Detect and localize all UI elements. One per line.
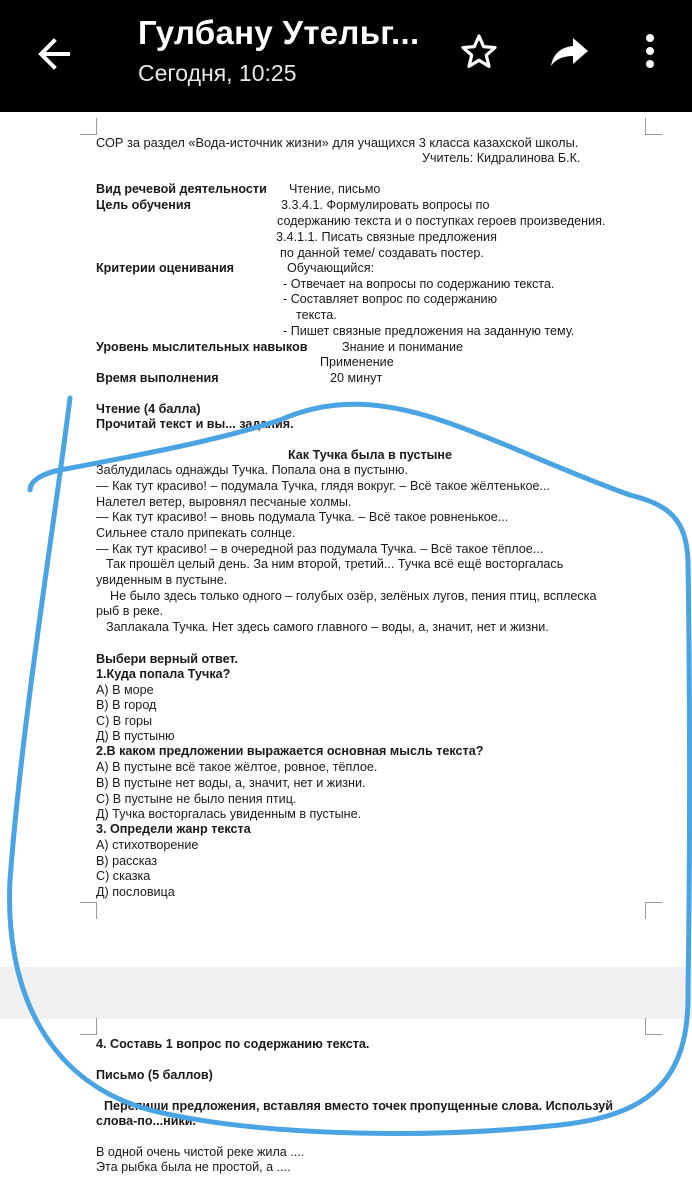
story-line: Не было здесь только одного – голубых озёр, зелёных лугов, пения птиц, всплеска <box>110 589 597 603</box>
writing-title: Письмо (5 баллов) <box>96 1068 213 1082</box>
goal-line: содержанию текста и о поступках героев произведения. <box>277 214 606 228</box>
goal-line: по данной теме/ создавать постер. <box>280 246 484 260</box>
message-timestamp: Сегодня, 10:25 <box>138 60 297 86</box>
rewrite-task: Перепиши предложения, вставляя вместо точек пропущенные слова. Используй <box>104 1099 614 1113</box>
thinking-level-value: Знание и понимание <box>342 340 464 354</box>
question-1: 1.Куда попала Тучка? <box>96 667 231 681</box>
story-title: Как Тучка была в пустыне <box>287 448 453 462</box>
story-line: Налетел ветер, выровнял песчаные холмы. <box>96 495 352 509</box>
criteria-line: Обучающийся: <box>287 261 375 275</box>
story-line: Так прошёл целый день. За ним второй, третий... Тучка всё ещё восторгалась <box>106 557 564 571</box>
story-line: увиденным в пустыне. <box>96 573 228 587</box>
q2-option: В) В пустыне нет воды, а, значит, нет и жизни. <box>96 776 366 790</box>
document-heading: СОР за раздел «Вода-источник жизни» для учащихся 3 класса казахской школы. <box>96 135 579 150</box>
story-line: — Как тут красиво! – подумала Тучка, глядя вокруг. – Всё такое жёлтенькое... <box>96 479 551 493</box>
criteria-line: текста. <box>296 308 337 322</box>
story-line: Сильнее стало припекать солнце. <box>96 526 296 540</box>
speech-activity-value: Чтение, письмо <box>289 182 381 196</box>
conversation-title: Гулбану Утельг... <box>138 14 420 51</box>
question-2: 2.В каком предложении выражается основная мысль текста? <box>96 744 484 758</box>
choose-title: Выбери верный ответ. <box>96 652 238 666</box>
time-value: 20 минут <box>330 371 383 385</box>
q1-option: Д) В пустыню <box>96 729 175 743</box>
forward-icon[interactable] <box>545 28 593 76</box>
page-corner-mark <box>645 902 662 919</box>
rewrite-task: слова-по...ники. <box>96 1114 196 1128</box>
page-corner-mark <box>645 118 662 135</box>
criteria-label: Критерии оценивания <box>96 261 235 275</box>
exercise-line: В одной очень чистой реке жила .... <box>96 1145 305 1159</box>
q1-option: В) В город <box>96 698 157 712</box>
more-options-icon[interactable] <box>626 26 674 78</box>
story-line: Заблудилась однажды Тучка. Попала она в пустыню. <box>96 463 408 477</box>
speech-activity-label: Вид речевой деятельности <box>96 182 267 196</box>
question-4: 4. Составь 1 вопрос по содержанию текста. <box>96 1037 370 1051</box>
q3-option: В) рассказ <box>96 854 158 868</box>
document-image[interactable] <box>0 112 692 1179</box>
q3-option: Д) пословица <box>96 885 175 899</box>
q1-option: А) В море <box>96 683 154 697</box>
page-corner-mark <box>80 118 97 135</box>
star-icon[interactable] <box>455 28 503 76</box>
thinking-level-value: Применение <box>320 355 394 369</box>
time-label: Время выполнения <box>96 371 219 385</box>
story-line: рыб в реке. <box>96 604 164 618</box>
reading-task: Прочитай текст и вы... задания. <box>96 417 294 431</box>
goal-line: 3.3.4.1. Формулировать вопросы по <box>281 198 490 212</box>
q2-option: С) В пустыне не было пения птиц. <box>96 792 297 806</box>
criteria-line: - Отвечает на вопросы по содержанию текста. <box>283 277 555 291</box>
back-arrow-icon[interactable] <box>30 30 78 78</box>
q3-option: А) стихотворение <box>96 838 199 852</box>
story-line: Заплакала Тучка. Нет здесь самого главного – воды, а, значит, нет и жизни. <box>106 620 549 634</box>
q2-option: А) В пустыне всё такое жёлтое, ровное, тёплое. <box>96 760 378 774</box>
app-bar <box>0 0 692 112</box>
q2-option: Д) Тучка восторгалась увиденным в пустыне. <box>96 807 362 821</box>
reading-title: Чтение (4 балла) <box>96 402 201 416</box>
goal-line: 3.4.1.1. Писать связные предложения <box>276 230 497 244</box>
page-corner-mark <box>645 1018 662 1035</box>
criteria-line: - Пишет связные предложения на заданную тему. <box>283 324 575 338</box>
q1-option: С) В горы <box>96 714 153 728</box>
criteria-line: - Составляет вопрос по содержанию <box>283 292 498 306</box>
question-3: 3. Определи жанр текста <box>96 822 251 836</box>
goal-label: Цель обучения <box>96 198 191 212</box>
page-corner-mark <box>80 902 97 919</box>
exercise-line: Эта рыбка была не простой, а .... <box>96 1160 291 1174</box>
q3-option: С) сказка <box>96 869 151 883</box>
story-line: — Как тут красиво! – вновь подумала Тучка. – Всё такое ровненькое... <box>96 510 509 524</box>
thinking-level-label: Уровень мыслительных навыков <box>96 340 308 354</box>
teacher-name: Учитель: Кидралинова Б.К. <box>422 151 581 165</box>
story-line: — Как тут красиво! – в очередной раз подумала Тучка. – Всё такое тёплое... <box>96 542 544 556</box>
page-corner-mark <box>80 1018 97 1035</box>
page-separator <box>0 967 692 1019</box>
